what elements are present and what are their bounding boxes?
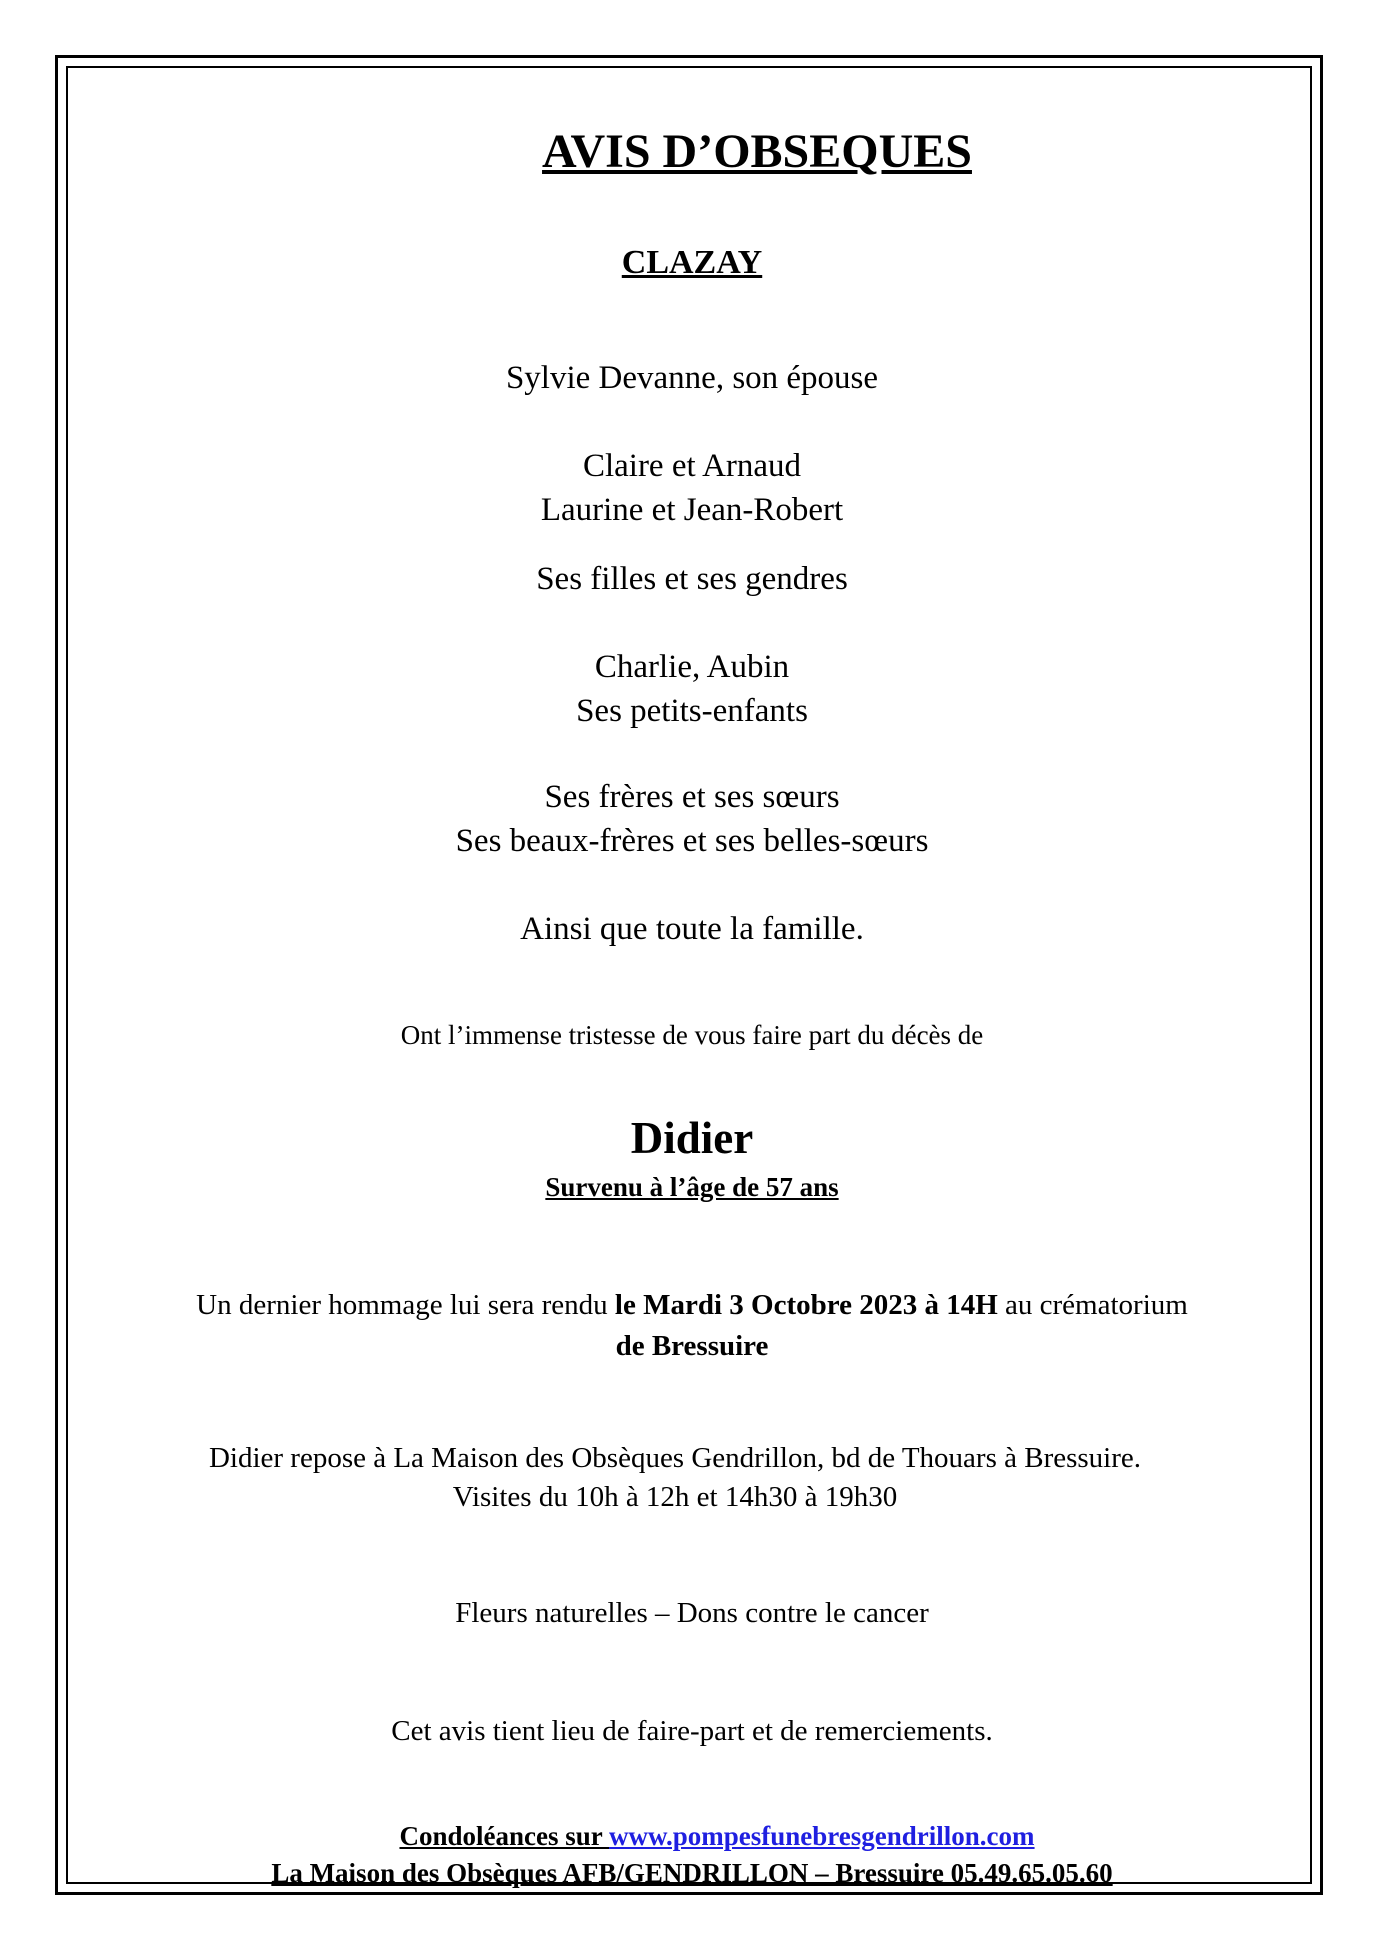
siblings-line: Ses frères et ses sœurs bbox=[544, 779, 840, 815]
grandchildren-label: Ses petits-enfants bbox=[576, 693, 808, 729]
ceremony-place: de Bressuire bbox=[615, 1330, 769, 1362]
town-name: CLAZAY bbox=[621, 244, 763, 281]
visits-hours: Visites du 10h à 12h et 14h30 à 19h30 bbox=[452, 1481, 898, 1513]
daughters-line-1: Claire et Arnaud bbox=[582, 448, 802, 484]
deceased-age: Survenu à l’âge de 57 ans bbox=[545, 1172, 839, 1202]
condolences-line bbox=[0, 1823, 1378, 1850]
notice-title: AVIS D’OBSEQUES bbox=[542, 125, 972, 178]
deceased-name: Didier bbox=[630, 1113, 754, 1163]
grandchildren-names: Charlie, Aubin bbox=[594, 649, 790, 685]
ceremony-pre: Un dernier hommage lui sera rendu bbox=[196, 1289, 615, 1321]
daughters-line-2: Laurine et Jean-Robert bbox=[540, 492, 844, 528]
daughters-label: Ses filles et ses gendres bbox=[536, 561, 848, 597]
whole-family-line: Ainsi que toute la famille. bbox=[520, 911, 864, 947]
notice-line: Cet avis tient lieu de faire-part et de remerciements. bbox=[391, 1715, 993, 1747]
visits-location: Didier repose à La Maison des Obsèques Gendrillon, bd de Thouars à Bressuire. bbox=[208, 1442, 1142, 1474]
website-link[interactable]: www.pompesfunebresgendrillon.com bbox=[609, 1821, 1035, 1851]
spouse-line: Sylvie Devanne, son épouse bbox=[505, 360, 879, 396]
ceremony-line bbox=[0, 1291, 1378, 1320]
company-line: La Maison des Obsèques AFB/GENDRILLON – Bressuire 05.49.65.05.60 bbox=[271, 1858, 1113, 1888]
ceremony-post: au crématorium bbox=[997, 1289, 1188, 1321]
announcement-intro: Ont l’immense tristesse de vous faire part du décès de bbox=[400, 1020, 984, 1050]
condolences-label: Condoléances sur bbox=[399, 1821, 609, 1851]
siblings-in-law-line: Ses beaux-frères et ses belles-sœurs bbox=[455, 823, 929, 859]
ceremony-date-time: le Mardi 3 Octobre 2023 à 14H bbox=[614, 1289, 998, 1321]
flowers-line: Fleurs naturelles – Dons contre le cancer bbox=[455, 1597, 929, 1629]
